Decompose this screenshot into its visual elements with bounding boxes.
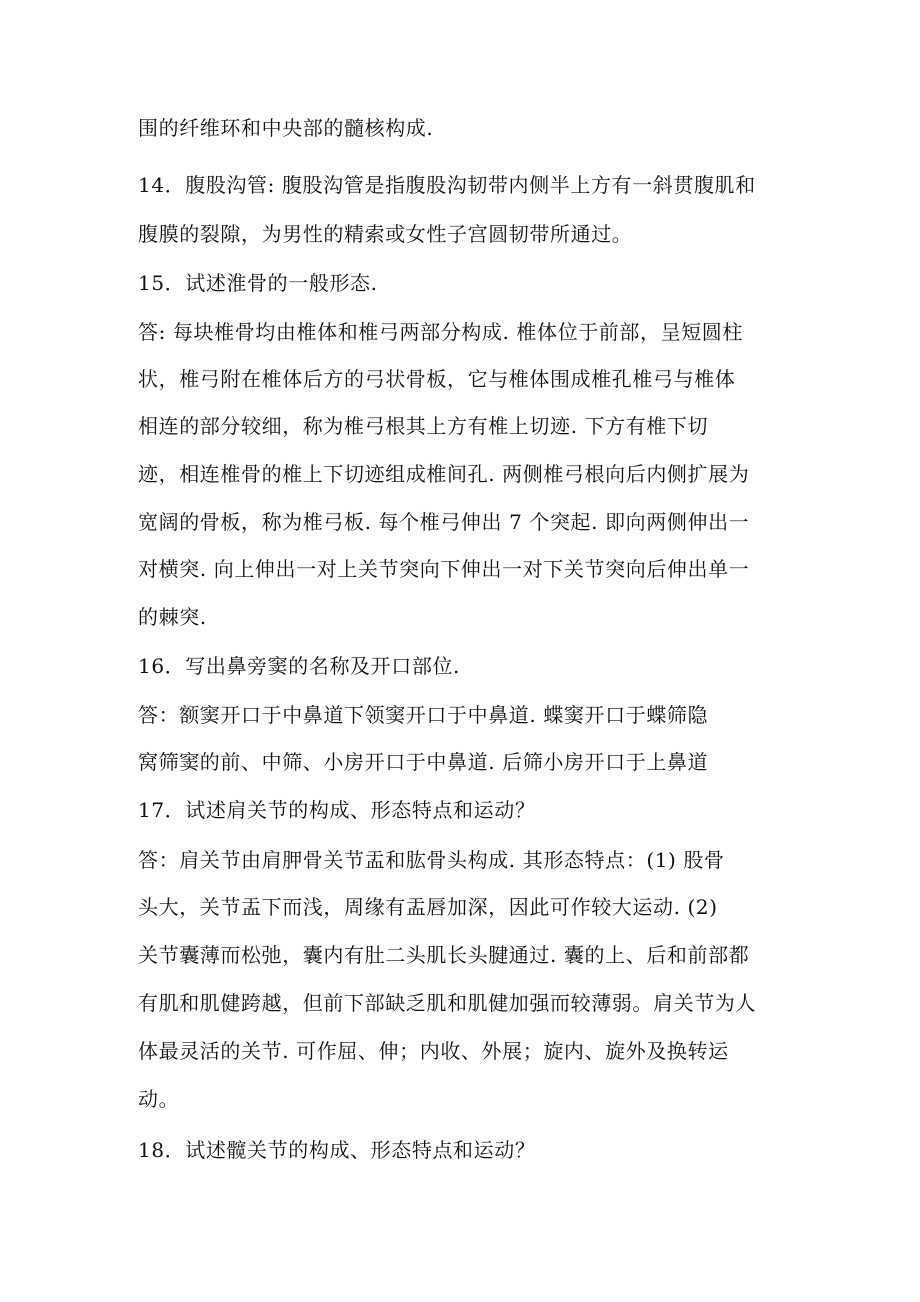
text-line: 动。: [138, 1087, 180, 1111]
text-line: 关节囊薄而松弛，囊内有肚二头肌长头腱通过. 囊的上、后和前部都: [138, 943, 750, 967]
text-line: 迹，相连椎骨的椎上下切迹组成椎间孔. 两侧椎弓根向后内侧扩展为: [138, 462, 750, 486]
text-line: 15．试述淮骨的一般形态.: [138, 271, 378, 295]
text-line: 相连的部分较细，称为椎弓根其上方有椎上切迹. 下方有椎下切: [138, 414, 709, 438]
text-line: 有肌和肌健跨越，但前下部缺乏肌和肌健加强而较薄弱。肩关节为人: [138, 991, 756, 1015]
text-line: 对横突. 向上伸出一对上关节突向下伸出一对下关节突向后伸出单一: [138, 557, 750, 581]
text-line: 的棘突.: [138, 605, 207, 629]
text-line: 答：肩关节由肩胛骨关节盂和肱骨头构成. 其形态特点：(1) 股骨: [138, 848, 725, 872]
text-line: 16．写出鼻旁窦的名称及开口部位.: [138, 654, 461, 678]
text-line: 17．试述肩关节的构成、形态特点和运动？: [138, 798, 536, 822]
text-line: 腹膜的裂隙，为男性的精索或女性子宫圆韧带所通过。: [138, 222, 633, 246]
text-line: 窝筛窦的前、中筛、小房开口于中鼻道. 后筛小房开口于上鼻道: [138, 750, 709, 774]
text-line: 答：额窦开口于中鼻道下领窦开口于中鼻道. 蝶窦开口于蝶筛隐: [138, 703, 709, 727]
text-line: 18．试述髋关节的构成、形态特点和运动？: [138, 1138, 536, 1162]
text-line: 体最灵活的关节. 可作屈、伸；内收、外展；旋内、旋外及换转运: [138, 1039, 729, 1063]
text-line: 宽阔的骨板，称为椎弓板. 每个椎弓伸出 7 个突起. 即向两侧伸出一: [138, 510, 750, 534]
text-line: 头大，关节盂下而浅，周缘有盂唇加深，因此可作较大运动. (2): [138, 895, 718, 919]
text-line: 14．腹股沟管: 腹股沟管是指腹股沟韧带内侧半上方有一斜贯腹肌和: [138, 173, 756, 197]
text-line: 答: 每块椎骨均由椎体和椎弓两部分构成. 椎体位于前部，呈短圆柱: [138, 320, 744, 344]
text-line: 围的纤维环和中央部的髓核构成.: [138, 116, 434, 140]
text-line: 状，椎弓附在椎体后方的弓状骨板，它与椎体围成椎孔椎弓与椎体: [138, 367, 736, 391]
